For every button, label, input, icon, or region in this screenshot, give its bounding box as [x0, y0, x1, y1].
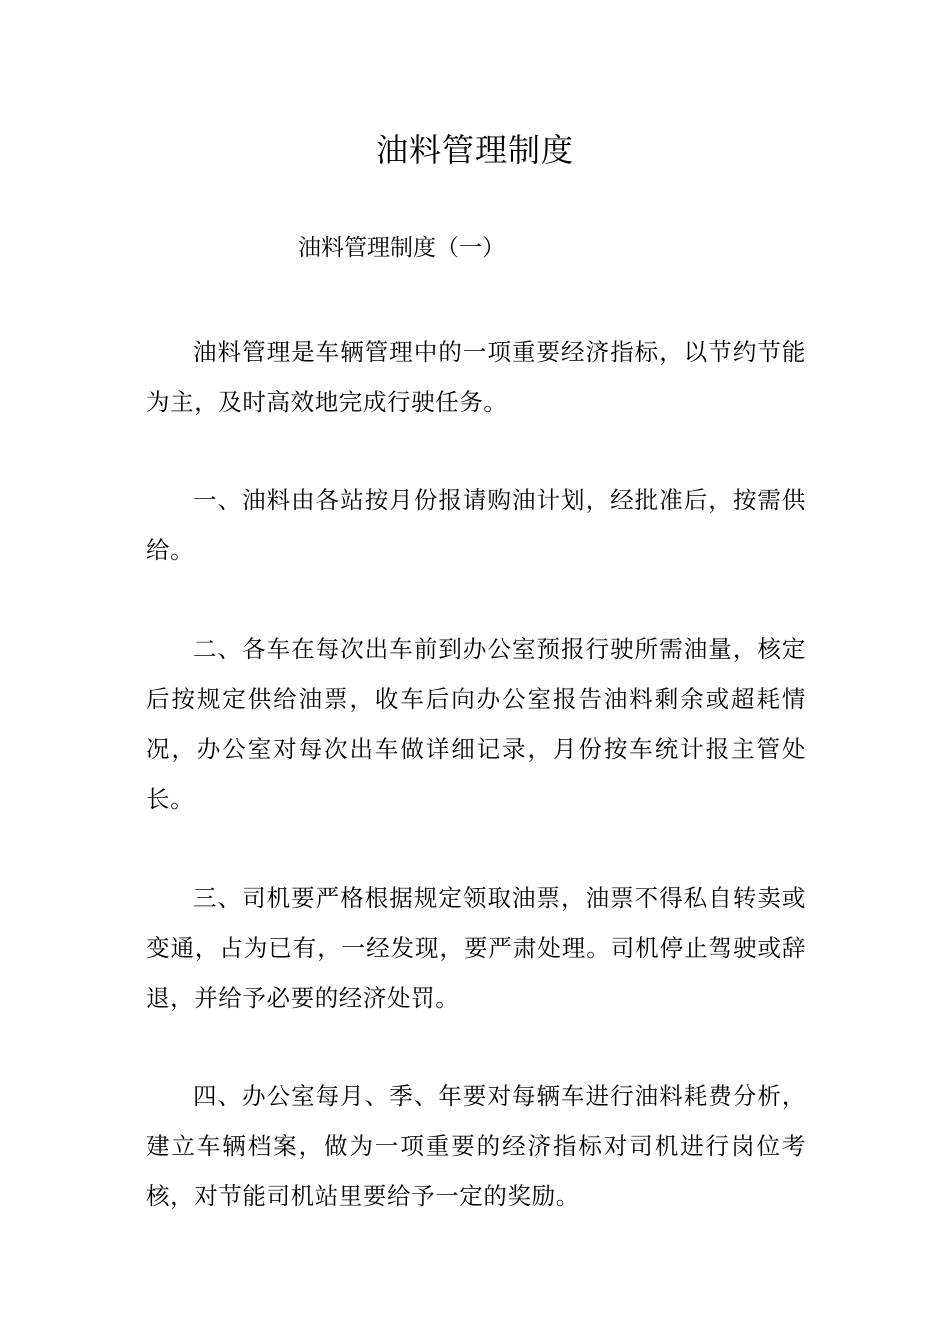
paragraph-rule-2: 二、各车在每次出车前到办公室预报行驶所需油量，核定后按规定供给油票，收车后向办公室报告油料剩余或超耗情况，办公室对每次出车做详细记录，月份按车统计报主管处长。: [146, 635, 806, 813]
paragraph-rule-4: 四、办公室每月、季、年要对每辆车进行油料耗费分析，建立车辆档案，做为一项重要的经济指标对司机进行岗位考核，对节能司机站里要给予一定的奖励。: [146, 1082, 806, 1210]
paragraph-rule-1: 一、油料由各站按月份报请购油计划，经批准后，按需供给。: [146, 486, 806, 564]
paragraph-intro: 油料管理是车辆管理中的一项重要经济指标，以节约节能为主，及时高效地完成行驶任务。: [146, 338, 806, 416]
document-title: 油料管理制度: [375, 131, 574, 169]
document-subtitle: 油料管理制度（一）: [298, 235, 505, 261]
paragraph-rule-3: 三、司机要严格根据规定领取油票，油票不得私自转卖或变通，占为已有，一经发现，要严肃处理。司机停止驾驶或辞退，并给予必要的经济处罚。: [146, 884, 806, 1012]
